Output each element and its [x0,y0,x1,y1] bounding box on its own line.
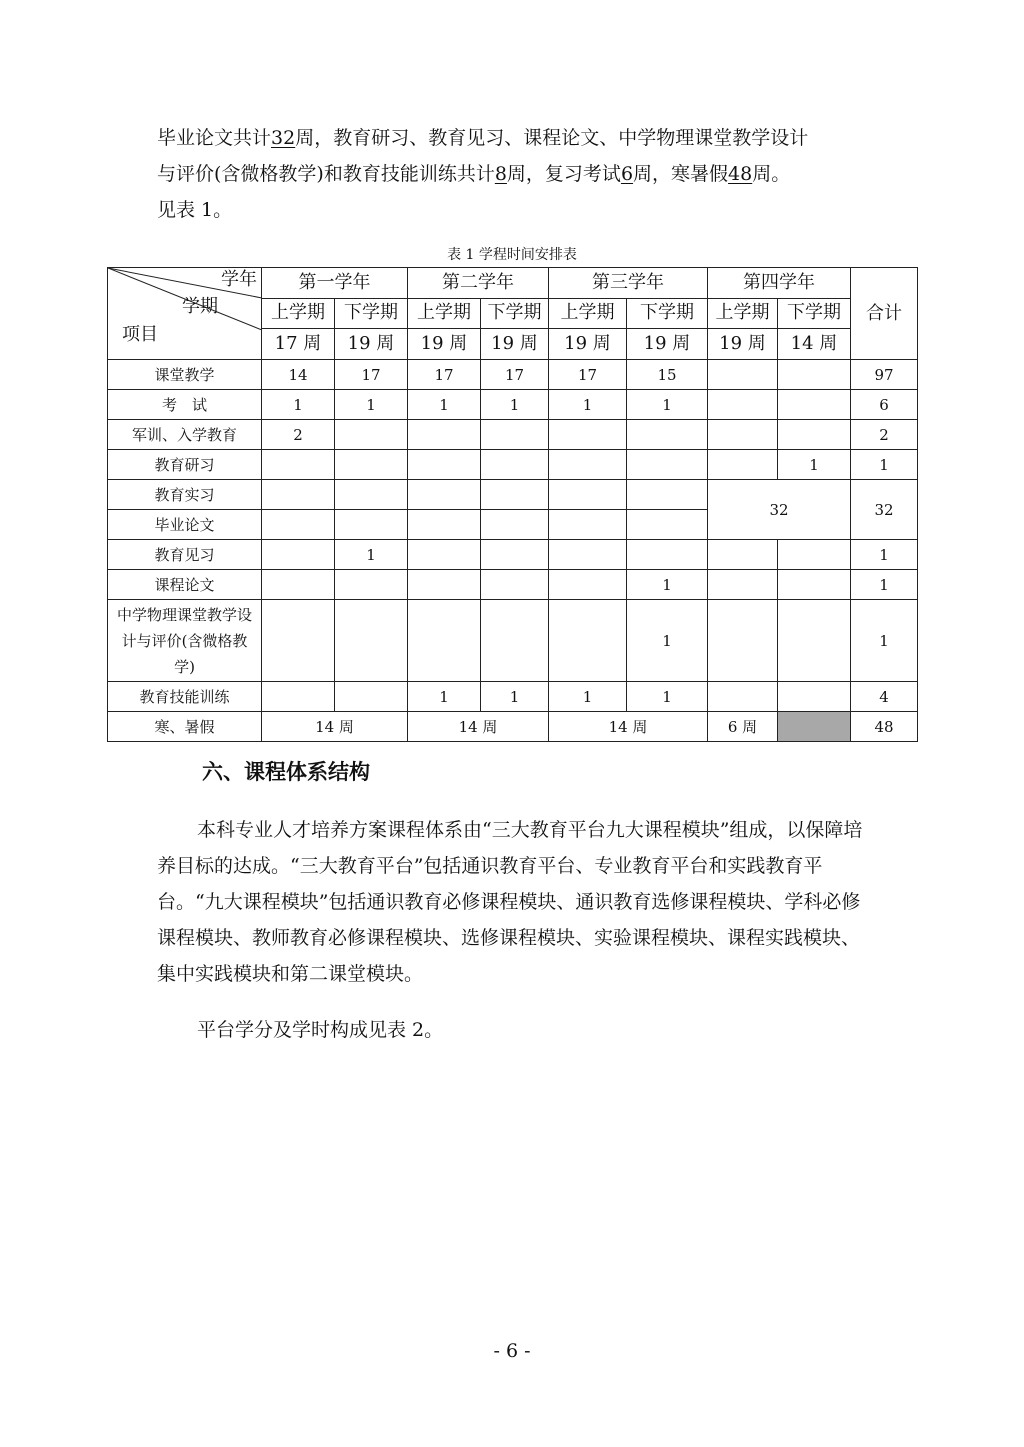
cell [549,510,627,540]
cell [335,682,408,712]
term-header: 下学期 [778,298,851,329]
total-cell: 2 [851,420,918,450]
table-row [108,600,918,682]
schedule-table [107,267,918,742]
total-cell: 32 [851,480,918,540]
text: 周。 [752,163,791,185]
weeks-header: 19 周 [708,329,778,360]
cell [549,420,627,450]
table-row [108,480,918,510]
cell: 17 [481,360,549,390]
cell: 1 [335,390,408,420]
cell: 1 [481,682,549,712]
cell: 6 周 [708,712,778,742]
table-row [108,570,918,600]
cell [549,480,627,510]
table-row [108,390,918,420]
cell: 1 [408,682,481,712]
weeks-header: 17 周 [262,329,335,360]
cell: 1 [262,390,335,420]
body-paragraph: 平台学分及学时构成见表 2。 [197,1019,444,1041]
term-header: 下学期 [335,298,408,329]
corner-cell [108,268,262,360]
cell [778,682,851,712]
text: 见表 1。 [157,199,233,221]
cell: 1 [408,390,481,420]
cell [627,510,708,540]
cell: 14 [262,360,335,390]
cell [627,420,708,450]
cell [481,420,549,450]
term-header: 下学期 [627,298,708,329]
row-label: 考 试 [108,390,262,420]
year-header: 第一学年 [262,268,408,299]
cell [262,570,335,600]
cell [778,600,851,682]
row-label: 军训、入学教育 [108,420,262,450]
cell [708,570,778,600]
cell: 17 [549,360,627,390]
cell [778,540,851,570]
text: 周，寒暑假 [633,163,729,185]
cell [778,570,851,600]
cell [549,570,627,600]
cell [708,600,778,682]
cell: 17 [408,360,481,390]
underlined-number: 32 [271,127,296,149]
corner-term-label: 学期 [182,296,218,317]
corner-year-label: 学年 [221,269,257,290]
cell [549,450,627,480]
weeks-header: 19 周 [627,329,708,360]
total-cell: 97 [851,360,918,390]
cell [408,420,481,450]
section-heading: 六、课程体系结构 [202,760,370,784]
cell [708,540,778,570]
cell [408,450,481,480]
cell [627,450,708,480]
cell [481,510,549,540]
page-number: - 6 - [493,1340,531,1362]
cell: 1 [549,682,627,712]
table-row [108,540,918,570]
cell [481,480,549,510]
total-cell: 1 [851,450,918,480]
cell: 17 [335,360,408,390]
term-header: 上学期 [262,298,335,329]
table-row [108,682,918,712]
cell: 1 [627,682,708,712]
cell [778,390,851,420]
cell [481,450,549,480]
cell: 1 [335,540,408,570]
cell [708,682,778,712]
table-row [108,360,918,390]
cell: 14 周 [408,712,549,742]
cell: 1 [627,600,708,682]
table-caption: 表 1 学程时间安排表 [447,247,577,263]
cell: 2 [262,420,335,450]
text: 毕业论文共计 [157,127,272,149]
text: 与评价(含微格教学)和教育技能训练共计 [157,163,495,185]
cell [335,450,408,480]
total-cell: 1 [851,570,918,600]
total-cell: 48 [851,712,918,742]
cell [262,682,335,712]
weeks-header: 19 周 [481,329,549,360]
weeks-header: 19 周 [335,329,408,360]
cell [335,420,408,450]
cell [262,510,335,540]
year-header: 第二学年 [408,268,549,299]
cell [778,420,851,450]
table-row [108,712,918,742]
cell: 1 [481,390,549,420]
underlined-number: 6 [620,163,634,185]
row-label: 中学物理课堂教学设计与评价(含微格教学) [108,600,262,682]
cell: 1 [778,450,851,480]
row-label: 教育见习 [108,540,262,570]
cell [262,480,335,510]
cell [262,600,335,682]
weeks-header: 19 周 [549,329,627,360]
total-cell: 6 [851,390,918,420]
year-header: 第四学年 [708,268,851,299]
term-header: 上学期 [549,298,627,329]
cell [262,540,335,570]
corner-item-label: 项目 [122,324,158,345]
cell [708,420,778,450]
table-row [108,450,918,480]
cell [335,480,408,510]
cell [335,570,408,600]
cell [408,510,481,540]
year-header: 第三学年 [549,268,708,299]
text: 周，教育研习、教育见习、课程论文、中学物理课堂教学设计 [295,127,809,149]
row-label: 教育研习 [108,450,262,480]
cell [335,510,408,540]
cell: 1 [627,570,708,600]
cell [262,450,335,480]
cell [708,360,778,390]
row-label: 教育技能训练 [108,682,262,712]
cell [627,540,708,570]
total-cell: 1 [851,540,918,570]
intro-paragraph [157,120,877,228]
term-header: 上学期 [708,298,778,329]
term-header: 上学期 [408,298,481,329]
weeks-header: 14 周 [778,329,851,360]
cell [708,390,778,420]
cell [549,540,627,570]
total-cell: 1 [851,600,918,682]
cell [708,450,778,480]
underlined-number: 8 [494,163,507,185]
cell: 14 周 [549,712,708,742]
row-label: 课程论文 [108,570,262,600]
cell: 1 [627,390,708,420]
table-row [108,420,918,450]
cell [408,540,481,570]
cell: 1 [549,390,627,420]
cell [408,600,481,682]
total-cell: 4 [851,682,918,712]
term-header: 下学期 [481,298,549,329]
row-label: 寒、暑假 [108,712,262,742]
cell [778,360,851,390]
cell: 14 周 [262,712,408,742]
cell [335,600,408,682]
row-label: 教育实习 [108,480,262,510]
row-label: 课堂教学 [108,360,262,390]
cell [481,540,549,570]
row-label: 毕业论文 [108,510,262,540]
cell [481,570,549,600]
cell [549,600,627,682]
shaded-cell [778,712,851,742]
cell [408,480,481,510]
weeks-header: 19 周 [408,329,481,360]
merged-cell: 32 [708,480,851,540]
cell [627,480,708,510]
cell [481,600,549,682]
cell: 15 [627,360,708,390]
cell [408,570,481,600]
text: 周，复习考试 [506,163,621,185]
underlined-number: 48 [728,163,753,185]
total-header: 合计 [851,268,918,360]
body-paragraph: 本科专业人才培养方案课程体系由“三大教育平台九大课程模块”组成，以保障培养目标的达成。“三大教育平台”包括通识教育平台、专业教育平台和实践教育平台。“九大课程模块”包括通识教育必修课程模块、通识教育选修课程模块、学科必修课程模块、教师教育必修课程模块、选修课程模块、实验课程模块、课程实践模块、集中实践模块和第二课堂模块。 [157,819,863,985]
